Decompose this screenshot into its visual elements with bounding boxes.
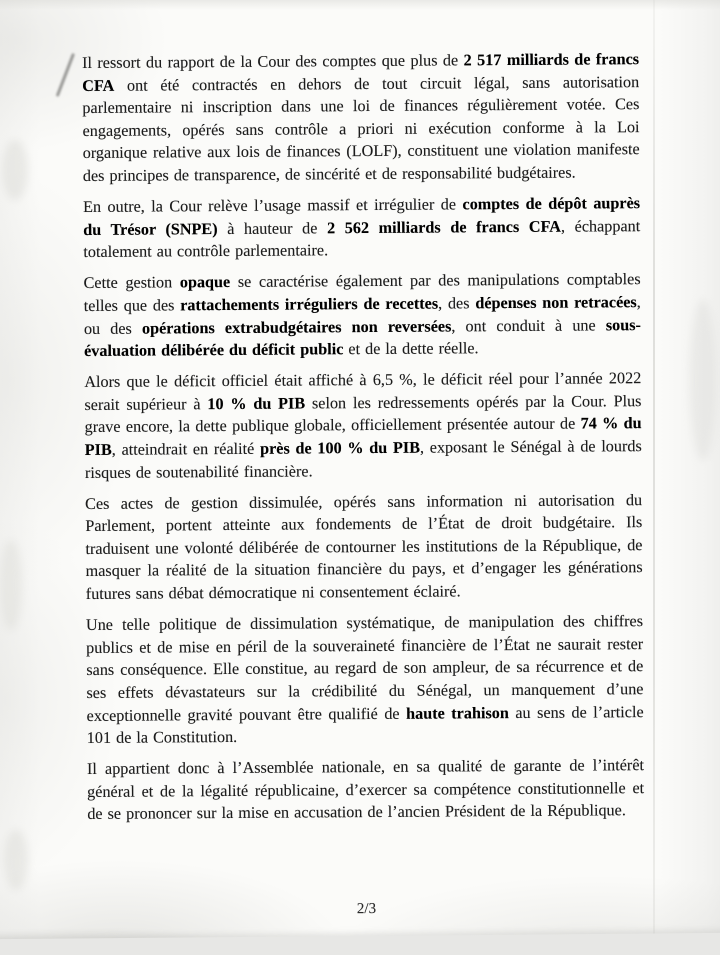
- text-run: , atteindrait en réalité: [111, 439, 261, 459]
- scan-blob: [690, 300, 716, 460]
- text-run: rattachements irréguliers de recettes: [180, 294, 439, 315]
- scan-smudge: [56, 53, 75, 97]
- text-run: comptes de dépôt auprès du Trésor (SNPE): [83, 194, 641, 239]
- text-run: opaque: [179, 273, 231, 292]
- text-run: dépenses non retracées: [475, 293, 637, 313]
- text-run: au sens de l’article 101 de la Constitution.: [86, 702, 644, 748]
- scan-fold-line: [653, 0, 655, 955]
- text-run: Il appartient donc à l’Assemblée nationale, en sa qualité de garante de l’intérêt général et de la légalité républicaine, d’exercer sa compétence constitutionnelle et de se prononcer sur la mise en accusation de l’ancien Président de la République.: [86, 756, 645, 824]
- text-run: selon les redressements opérés par la Cour. Plus grave encore, la dette publique globale, officiellement présentée autour de: [84, 391, 642, 437]
- text-run: , ou des: [83, 293, 641, 338]
- text-run: opérations extrabudgétaires non reversées: [141, 316, 452, 338]
- text-run: , échappant totalement au contrôle parlementaire.: [83, 216, 641, 262]
- text-run: , ont conduit à une: [451, 315, 606, 335]
- text-run: Il ressort du rapport de la Cour des comptes que plus de: [82, 51, 464, 72]
- text-run: , des: [438, 294, 476, 313]
- text-run: Ces actes de gestion dissimulée, opérés sans information ni autorisation du Parlement, portent atteinte aux fondements de l’État de droit budgétaire. Ils traduisent une volonté délibérée de contourner les institutions de la République, de masquer la réalité de la situation financière du pays, et d’engager les générations futures sans débat démocratique ni consentement éclairé.: [85, 490, 643, 604]
- text-run: à hauteur de: [217, 218, 328, 238]
- paragraph: [83, 192, 640, 264]
- document-text: [82, 48, 644, 834]
- text-run: En outre, la Cour relève l’usage massif et irrégulier de: [83, 195, 463, 217]
- text-run: sous-évaluation délibérée du déficit public: [84, 315, 641, 361]
- text-run: Cette gestion: [83, 273, 180, 293]
- text-run: 10 % du PIB: [207, 394, 306, 413]
- paragraph: [84, 268, 642, 362]
- text-run: se caractérise également par des manipulations comptables telles que des: [83, 270, 641, 315]
- text-run: haute trahison: [406, 703, 509, 723]
- text-run: 2 517 milliards de francs CFA: [82, 50, 640, 95]
- paragraph: [82, 48, 640, 187]
- text-run: et de la dette réelle.: [343, 339, 479, 359]
- scan-blob: [2, 140, 28, 200]
- text-run: 2 562 milliards de francs CFA: [326, 217, 561, 237]
- page-number: 2/3: [356, 900, 377, 918]
- text-run: , exposant le Sénégal à de lourds risques de soutenabilité financière.: [84, 437, 642, 482]
- paragraph: [85, 489, 643, 606]
- paragraph: [87, 754, 644, 826]
- scan-blob: [4, 830, 28, 890]
- scan-blob: [0, 540, 22, 630]
- paragraph: [86, 610, 644, 749]
- text-run: ont été contractés en dehors de tout circuit légal, sans autorisation parlementaire ni inscription dans une loi de finances régulièrement votée. Ces engagements, opérés sans contrôle a priori ni exécution conforme à la Loi organique relative aux lois de finances (LOLF), constituent une violation manifeste des principes de transparence, de sincérité et de responsabilité budgétaires.: [82, 72, 640, 185]
- text-run: Une telle politique de dissimulation systématique, de manipulation des chiffres publics et de mise en péril de la souveraineté financière de l’État ne saurait rester sans conséquence. Elle constitue, au regard de son ampleur, de sa récurrence et de ses effets dévastateurs sur la crédibilité du Sénégal, un manquement d’une exceptionnelle gravité pouvant être qualifié de: [85, 612, 644, 725]
- text-run: Alors que le déficit officiel était affiché à 6,5 %, le déficit réel pour l’année 2022 serait supérieur à: [84, 369, 642, 414]
- paragraph: [84, 367, 642, 484]
- scan-edge-shadow-top: [0, 0, 720, 10]
- text-run: près de 100 % du PIB: [259, 438, 421, 458]
- text-run: 74 % du PIB: [84, 414, 642, 459]
